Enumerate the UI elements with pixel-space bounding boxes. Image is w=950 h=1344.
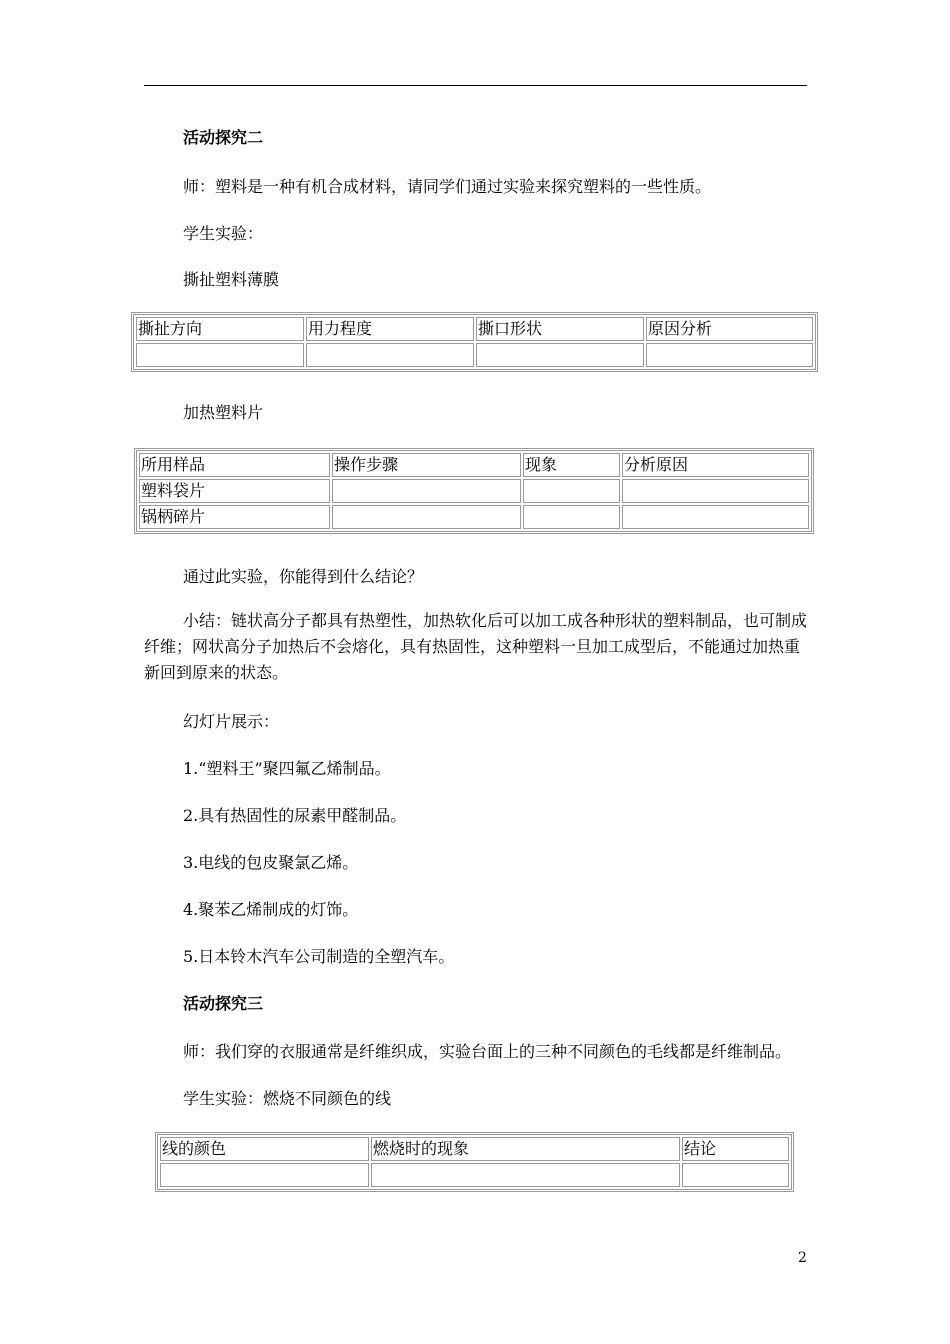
table-cell [160, 1163, 369, 1187]
slide-item-2: 2.具有热固性的尿素甲醛制品。 [183, 806, 407, 825]
section-3-title: 活动探究三 [183, 994, 264, 1013]
table-cell [306, 343, 474, 367]
table-row [139, 479, 809, 503]
page-number: 2 [798, 1250, 807, 1266]
table-cell [646, 343, 813, 367]
table-cell: 锅柄碎片 [139, 505, 330, 529]
table-header-row [139, 453, 809, 477]
summary-paragraph [144, 608, 810, 686]
table-header-cell: 线的颜色 [160, 1137, 369, 1161]
teacher-intro: 师：塑料是一种有机合成材料，请同学们通过实验来探究塑料的一些性质。 [183, 177, 712, 196]
table-cell [332, 505, 521, 529]
table-header-cell: 撕口形状 [476, 317, 644, 341]
table-cell [682, 1163, 789, 1187]
table-header-cell: 操作步骤 [332, 453, 521, 477]
table-cell: 塑料袋片 [139, 479, 330, 503]
table-row [136, 343, 813, 367]
student-experiment-label: 学生实验： [183, 224, 264, 243]
table-header-cell: 分析原因 [622, 453, 809, 477]
table-header-cell: 用力程度 [306, 317, 474, 341]
table-cell [523, 505, 620, 529]
slide-item-1: 1.“塑料王”聚四氟乙烯制品。 [183, 759, 391, 778]
conclusion-question: 通过此实验，你能得到什么结论？ [183, 567, 424, 586]
table-header-cell: 撕扯方向 [136, 317, 304, 341]
table-header-cell: 燃烧时的现象 [371, 1137, 680, 1161]
teacher-fiber: 师：我们穿的衣服通常是纤维织成，实验台面上的三种不同颜色的毛线都是纤维制品。 [183, 1042, 792, 1061]
tear-experiment-title: 撕扯塑料薄膜 [183, 270, 280, 289]
table-cell [622, 479, 809, 503]
student-burn-experiment: 学生实验：燃烧不同颜色的线 [183, 1089, 392, 1108]
table-header-row [136, 317, 813, 341]
table-cell [476, 343, 644, 367]
table-cell [622, 505, 809, 529]
table-row [160, 1163, 789, 1187]
slide-item-5: 5.日本铃木汽车公司制造的全塑汽车。 [183, 947, 455, 966]
slide-item-3: 3.电线的包皮聚氯乙烯。 [183, 853, 359, 872]
table-header-row [160, 1137, 789, 1161]
summary-text: 小结：链状高分子都具有热塑性，加热软化后可以加工成各种形状的塑料制品，也可制成纤维；网状高分子加热后不会熔化，具有热固性，这种塑料一旦加工成型后，不能通过加热重新回到原来的状态。 [144, 611, 808, 682]
table-header-cell: 结论 [682, 1137, 789, 1161]
table-cell [136, 343, 304, 367]
table-header-cell: 所用样品 [139, 453, 330, 477]
table-header-cell: 现象 [523, 453, 620, 477]
table-row [139, 505, 809, 529]
heat-table [134, 448, 814, 534]
table-cell [371, 1163, 680, 1187]
tear-table [131, 312, 818, 372]
section-2-title: 活动探究二 [183, 128, 264, 147]
table-cell [523, 479, 620, 503]
heat-experiment-title: 加热塑料片 [183, 403, 264, 422]
slide-item-4: 4.聚苯乙烯制成的灯饰。 [183, 900, 359, 919]
header-rule [144, 85, 807, 86]
burn-table [155, 1132, 794, 1192]
table-cell [332, 479, 521, 503]
table-header-cell: 原因分析 [646, 317, 813, 341]
slides-label: 幻灯片展示： [183, 712, 280, 731]
